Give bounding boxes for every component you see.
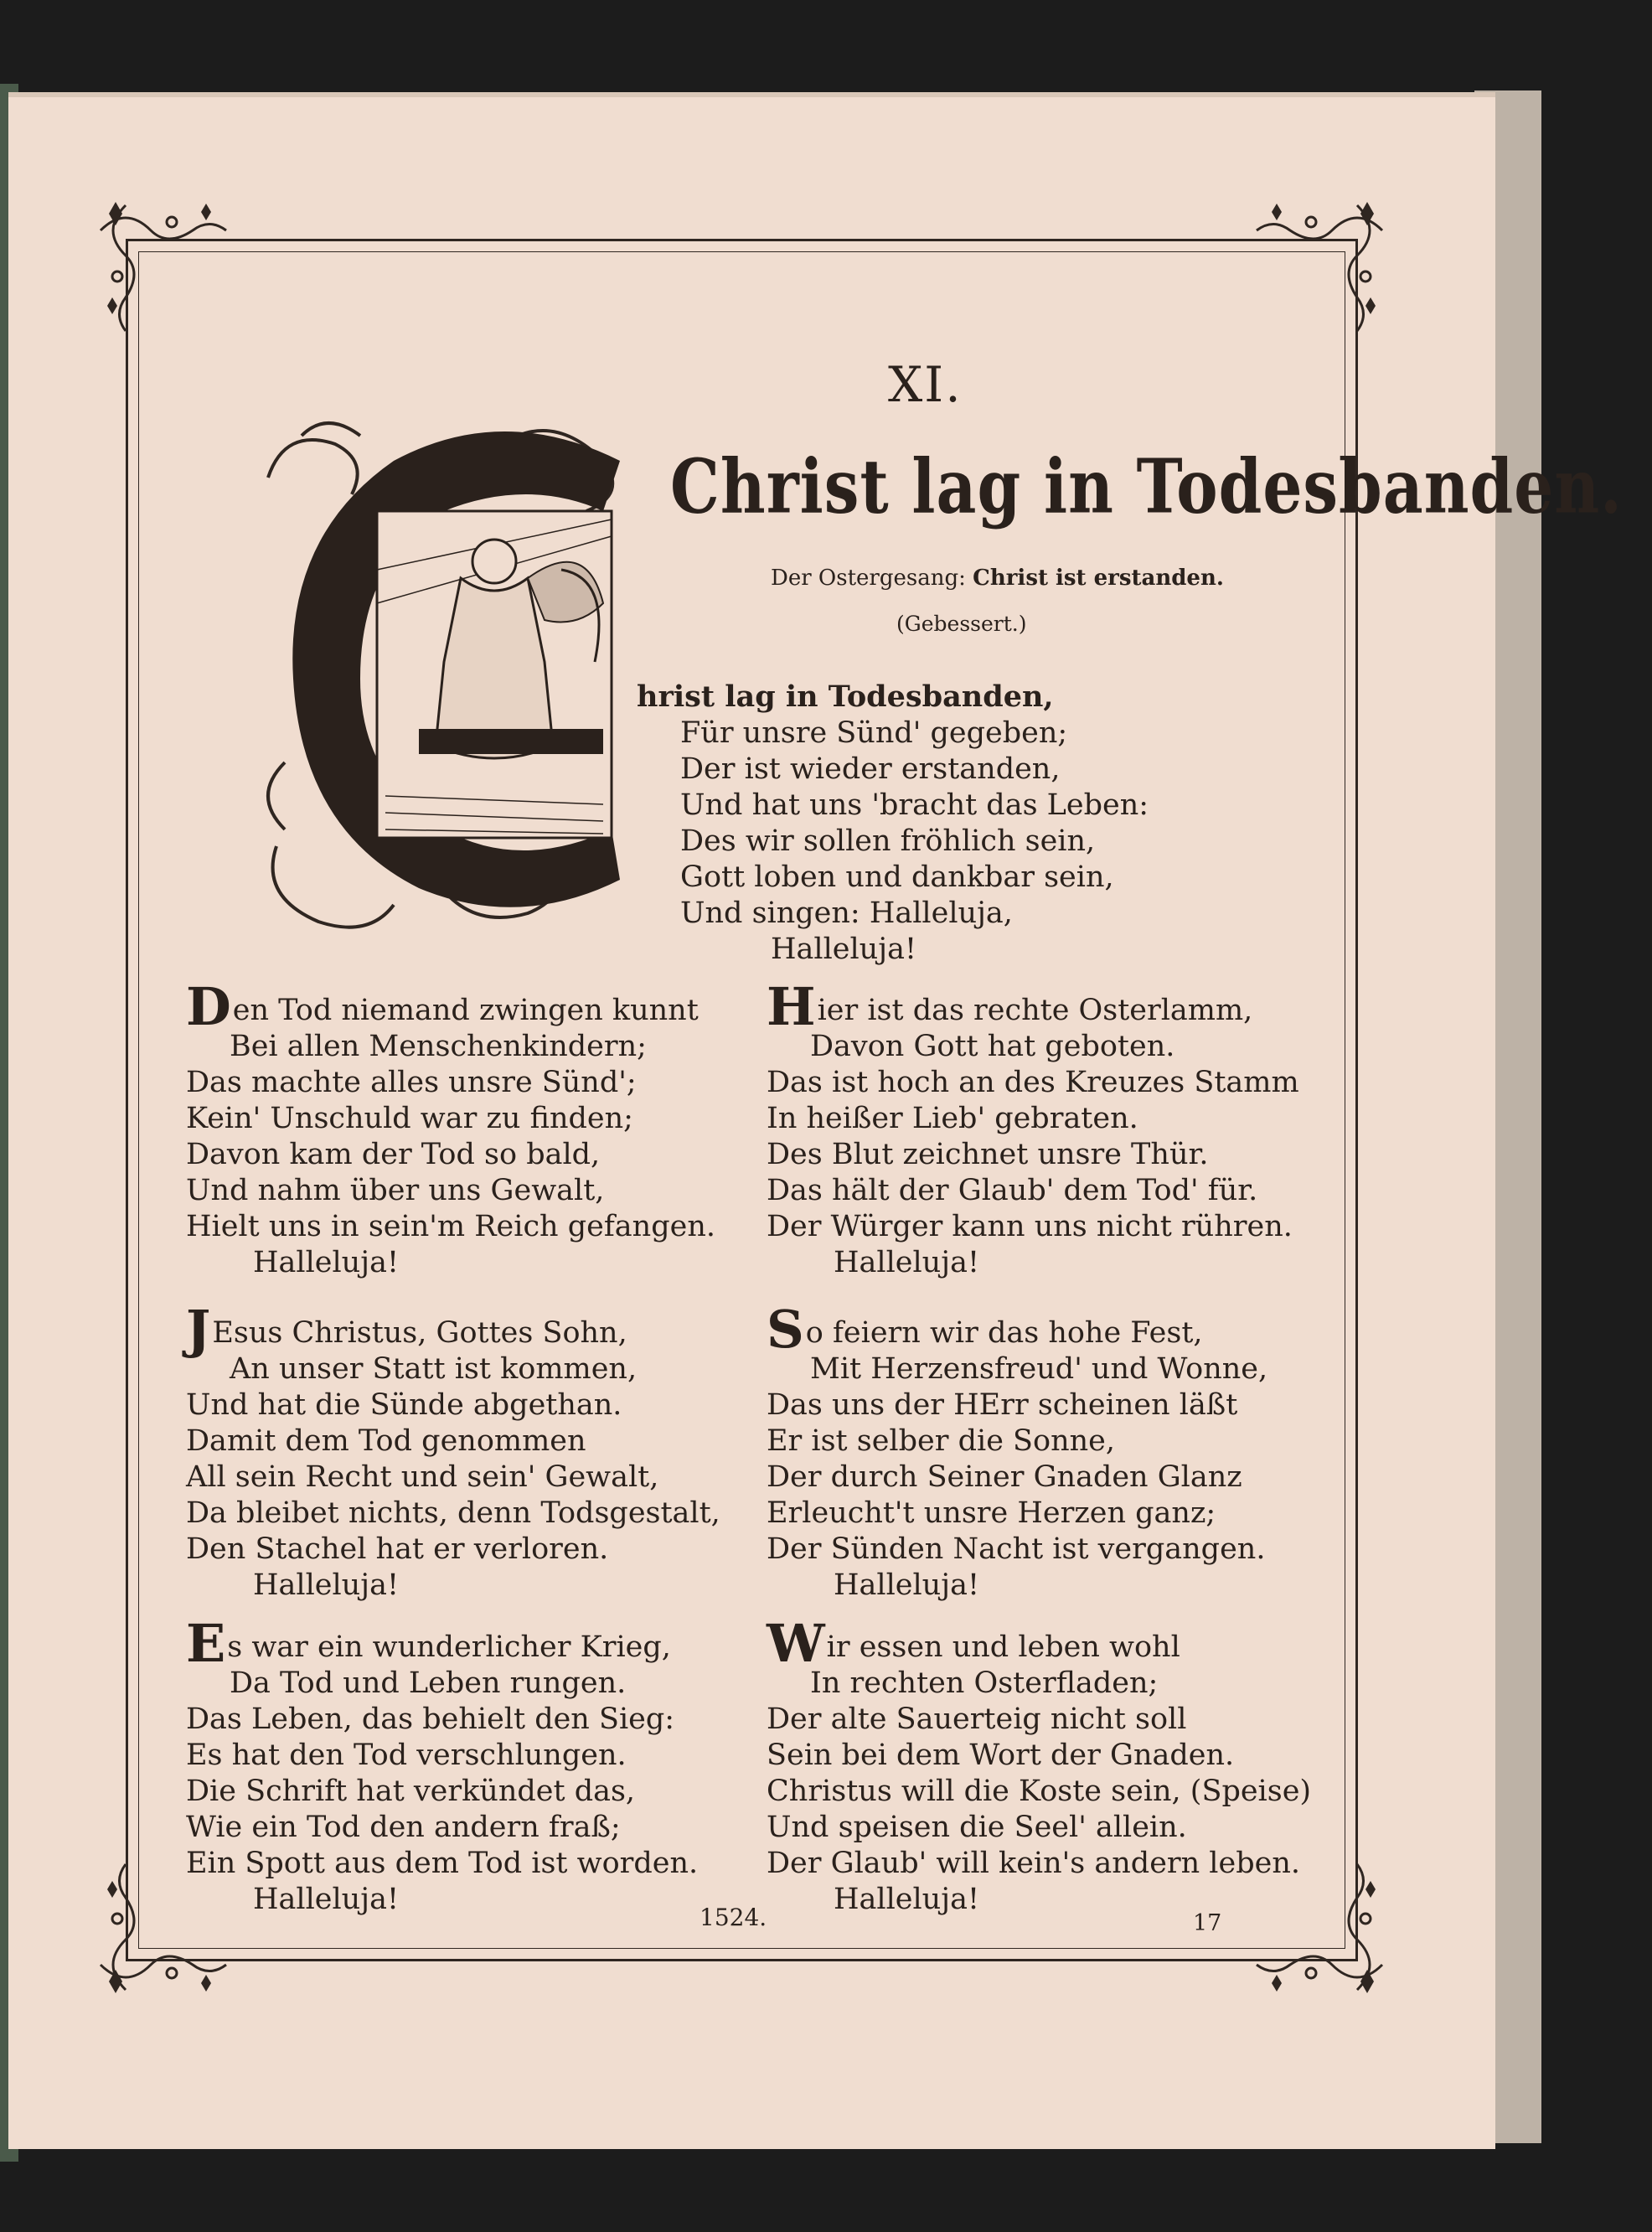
subtitle-emphasis: Christ ist erstanden.: [973, 566, 1224, 591]
drop-cap: E: [186, 1613, 226, 1674]
stanza-1: [637, 679, 1149, 968]
stanza-line: Das uns der HErr scheinen läßt: [767, 1388, 1238, 1422]
stanza-6: [186, 1613, 699, 1918]
stanza-line: Den Stachel hat er verloren.: [186, 1532, 609, 1566]
drop-cap: W: [767, 1613, 825, 1674]
stanza-line: Erleucht't unsre Herzen ganz;: [767, 1496, 1216, 1530]
hymn-subtitle: [771, 566, 1224, 591]
stanza-line: Sein bei dem Wort der Gnaden.: [767, 1739, 1235, 1772]
illuminated-initial-c-icon: [251, 411, 653, 947]
stanza-line: [767, 976, 1299, 1037]
stanza-refrain: Halleluja!: [834, 1246, 980, 1279]
stanza-line-text: hrist lag in Todesbanden,: [637, 679, 1054, 714]
hymn-number: XI.: [888, 356, 963, 413]
stanza-7: [767, 1613, 1312, 1918]
stanza-line: Hielt uns in sein'm Reich gefangen.: [186, 1210, 715, 1243]
stanza-line: In rechten Osterfladen;: [810, 1666, 1159, 1700]
stanza-line: Bei allen Menschenkindern;: [230, 1030, 647, 1063]
page-number: 17: [1193, 1910, 1222, 1936]
stanza-line-text: ier ist das rechte Osterlamm,: [817, 994, 1253, 1027]
stanza-line: Davon kam der Tod so bald,: [186, 1138, 601, 1171]
drop-cap: D: [186, 976, 231, 1037]
stanza-line: [637, 679, 1149, 716]
stanza-refrain: Halleluja!: [253, 1246, 400, 1279]
stanza-line: Der alte Sauerteig nicht soll: [767, 1702, 1187, 1736]
hymn-note: (Gebessert.): [896, 612, 1027, 636]
stanza-line: Christus will die Koste sein, (Speise): [767, 1775, 1312, 1808]
stanza-4: [186, 1299, 720, 1604]
stanza-line: In heißer Lieb' gebraten.: [767, 1102, 1138, 1135]
stanza-line: Und singen: Halleluja,: [680, 896, 1013, 930]
stanza-line-text: s war ein wunderlicher Krieg,: [227, 1630, 671, 1664]
stanza-line: [767, 1613, 1311, 1674]
stanza-line: Und hat uns 'bracht das Leben:: [680, 788, 1149, 822]
stanza-line: Der Glaub' will kein's andern leben.: [767, 1847, 1300, 1880]
stanza-line: Für unsre Sünd' gegeben;: [680, 716, 1068, 750]
stanza-line: Der Sünden Nacht ist vergangen.: [767, 1532, 1266, 1566]
stanza-refrain: Halleluja!: [253, 1883, 400, 1916]
stanza-2: [186, 976, 715, 1281]
stanza-line-text: Esus Christus, Gottes Sohn,: [212, 1316, 627, 1350]
stanza-5: [767, 1299, 1268, 1604]
stanza-refrain: Halleluja!: [834, 1883, 980, 1916]
stanza-line: Damit dem Tod genommen: [186, 1424, 586, 1458]
stanza-refrain: Halleluja!: [771, 933, 917, 966]
stanza-line: Und nahm über uns Gewalt,: [186, 1174, 605, 1207]
stanza-line: Und speisen die Seel' allein.: [767, 1811, 1187, 1844]
stanza-line-text: en Tod niemand zwingen kunnt: [232, 994, 699, 1027]
stanza-line: Und hat die Sünde abgethan.: [186, 1388, 622, 1422]
stanza-line: All sein Recht und sein' Gewalt,: [186, 1460, 659, 1494]
stanza-line: Das ist hoch an des Kreuzes Stamm: [767, 1066, 1299, 1099]
stanza-line: Der Würger kann uns nicht rühren.: [767, 1210, 1293, 1243]
stanza-line: Des wir sollen fröhlich sein,: [680, 824, 1096, 858]
stanza-line: Das machte alles unsre Sünd';: [186, 1066, 637, 1099]
drop-cap: J: [186, 1299, 211, 1360]
stanza-line: Kein' Unschuld war zu finden;: [186, 1102, 633, 1135]
stanza-line-text: ir essen und leben wohl: [826, 1630, 1180, 1664]
stanza-line-text: o feiern wir das hohe Fest,: [805, 1316, 1203, 1350]
page-top-edge: [8, 92, 1495, 97]
stanza-line: Das Leben, das behielt den Sieg:: [186, 1702, 675, 1736]
drop-cap: H: [767, 976, 816, 1037]
stanza-line: Der durch Seiner Gnaden Glanz: [767, 1460, 1242, 1494]
stanza-line: Davon Gott hat geboten.: [810, 1030, 1175, 1063]
stanza-line: Da Tod und Leben rungen.: [230, 1666, 627, 1700]
stanza-line: [186, 976, 715, 1037]
stanza-3: [767, 976, 1299, 1281]
stanza-refrain: Halleluja!: [834, 1568, 980, 1602]
corner-ornament-top-left-icon: [92, 197, 235, 339]
stanza-line: Gott loben und dankbar sein,: [680, 860, 1114, 894]
stanza-line: Der ist wieder erstanden,: [680, 752, 1061, 786]
stanza-line: Die Schrift hat verkündet das,: [186, 1775, 636, 1808]
stanza-line: Er ist selber die Sonne,: [767, 1424, 1116, 1458]
stanza-line: [186, 1299, 720, 1360]
hymn-year: 1524.: [700, 1904, 767, 1931]
stanza-line: Ein Spott aus dem Tod ist worden.: [186, 1847, 699, 1880]
stanza-line: Wie ein Tod den andern fraß;: [186, 1811, 621, 1844]
hymn-title: Christ lag in Todesbanden.: [670, 444, 1623, 531]
subtitle-prefix: Der Ostergesang:: [771, 566, 966, 591]
stanza-line: Da bleibet nichts, denn Todsgestalt,: [186, 1496, 720, 1530]
stanza-line: [186, 1613, 698, 1674]
stanza-line: Das hält der Glaub' dem Tod' für.: [767, 1174, 1258, 1207]
stanza-line: Es hat den Tod verschlungen.: [186, 1739, 627, 1772]
stanza-line: [767, 1299, 1267, 1360]
stanza-line: Mit Herzensfreud' und Wonne,: [810, 1352, 1268, 1386]
stanza-line: Des Blut zeichnet unsre Thür.: [767, 1138, 1209, 1171]
stanza-line: An unser Statt ist kommen,: [230, 1352, 638, 1386]
stanza-refrain: Halleluja!: [253, 1568, 400, 1602]
drop-cap: S: [767, 1299, 804, 1360]
corner-ornament-top-right-icon: [1248, 197, 1391, 339]
